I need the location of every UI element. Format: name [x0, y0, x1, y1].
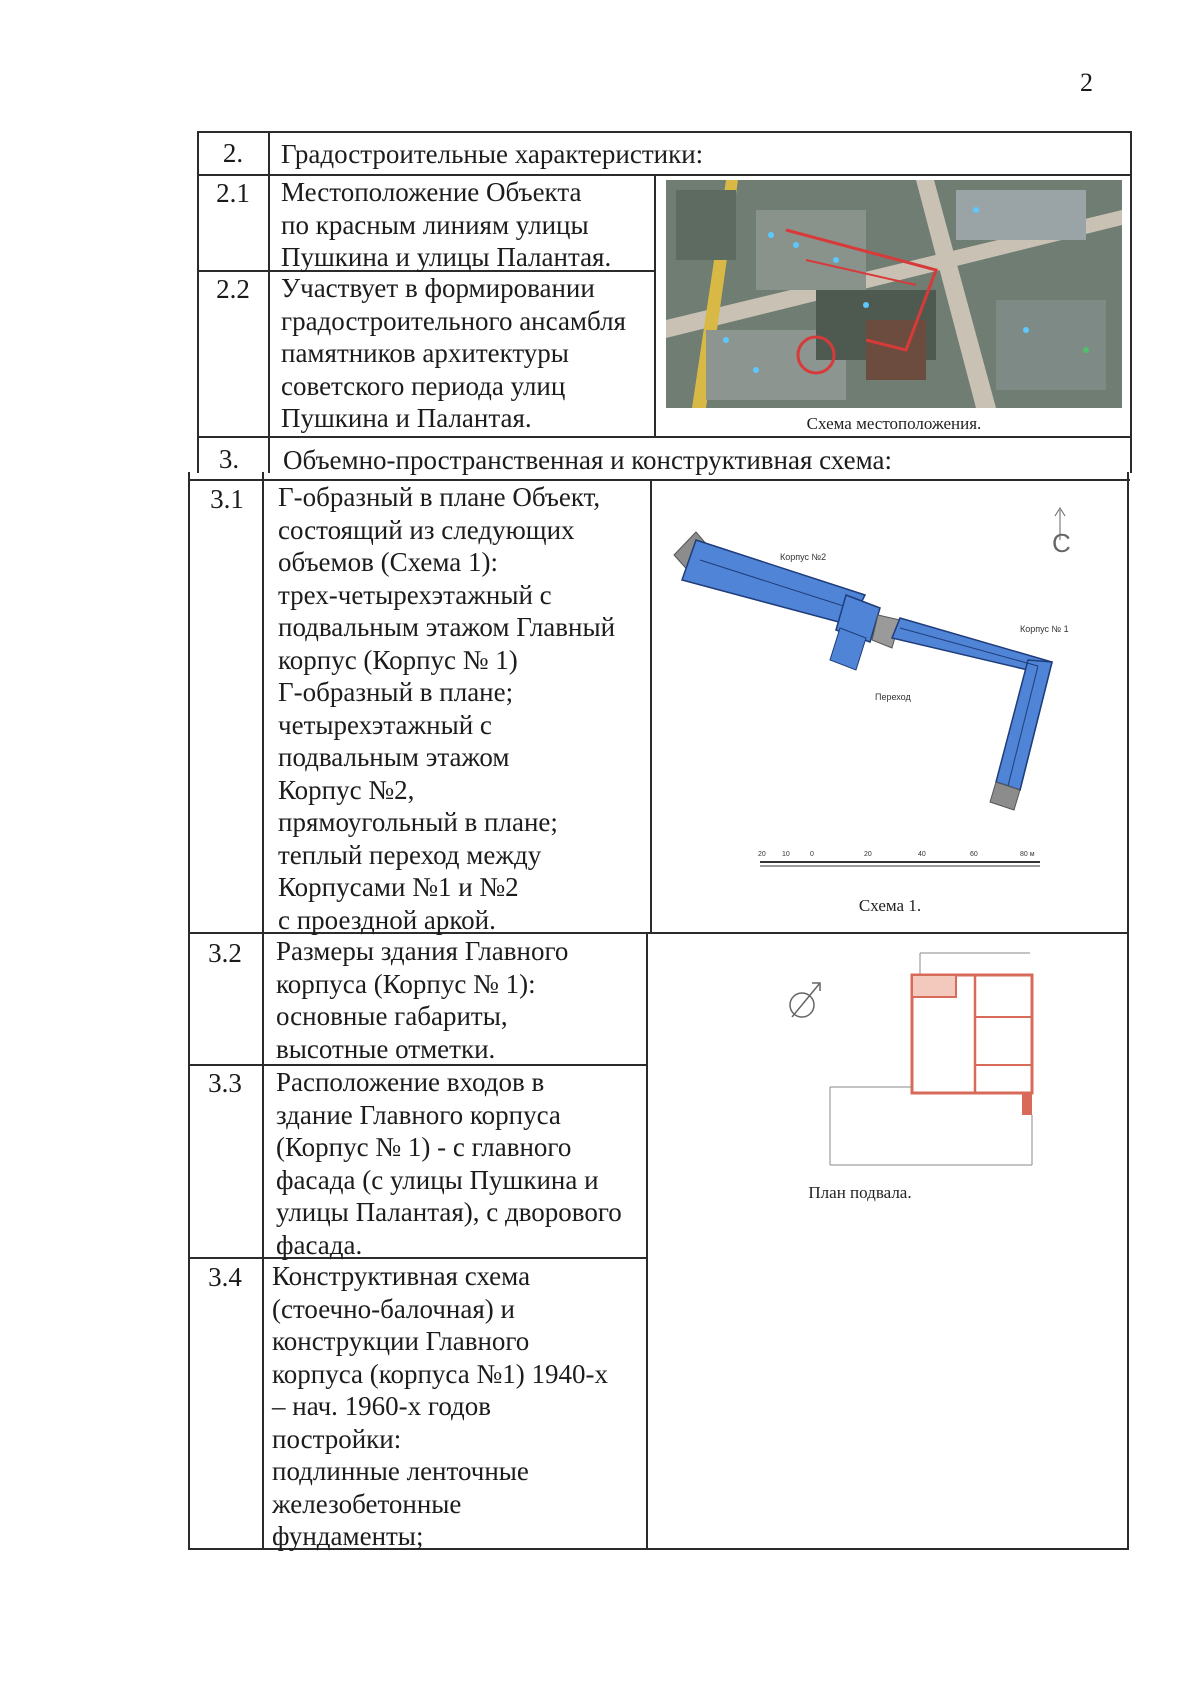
- scheme1-building-plan: [660, 500, 1120, 890]
- table-border-right: [1130, 131, 1132, 473]
- row-text-3: Объемно-пространственная и конструктивная схема:: [283, 445, 892, 475]
- scale-tick-3: 20: [864, 851, 872, 858]
- korpus-2-shape: [682, 540, 865, 625]
- num-col-divider-lower: [262, 472, 264, 1550]
- label-korpus-2: Корпус №2: [780, 552, 827, 562]
- row-num-2-1: 2.1: [216, 178, 250, 208]
- row-text-2-1: Местоположение Объекта по красным линиям улицы Пушкина и улицы Палантая.: [281, 177, 612, 272]
- row-num-3-1: 3.1: [210, 484, 244, 514]
- row-line-top: [197, 131, 1132, 133]
- scheme1-caption: Схема 1.: [858, 896, 922, 915]
- table-border-right-lower: [1127, 472, 1129, 1550]
- row-text-3-2: Размеры здания Главного корпуса (Корпус № 1): основные габариты, высотные отметки.: [276, 936, 569, 1064]
- row-text-3-1: Г-образный в плане Объект, состоящий из следующих объемов (Схема 1): трех-четырехэтажный с подвальным этажом Главный корпус (Корпус № 1) Г-образный в плане; четырехэтажный с подвальным этажом Корпус №2, прямоугольный в плане; теплый переход между Корпусами №1 и №2 с проездной аркой.: [278, 482, 616, 935]
- location-aerial-map: [666, 180, 1122, 408]
- page-number: 2: [1080, 68, 1093, 97]
- label-perehod: Переход: [875, 692, 911, 702]
- row-text-3-3: Расположение входов в здание Главного корпуса (Корпус № 1) - с главного фасада (с улицы Пушкина и улицы Палантая), с дворового фасада.: [276, 1067, 622, 1260]
- row-text-2-2: Участвует в формировании градостроительного ансамбля памятников архитектуры советского периода улиц Пушкина и Палантая.: [281, 273, 626, 433]
- basement-plan: [770, 945, 1060, 1185]
- row-num-3-2: 3.2: [208, 938, 242, 968]
- figure-col-divider-low: [646, 932, 648, 1550]
- scale-tick-6: 80 м: [1020, 851, 1035, 858]
- table-border-left: [197, 131, 199, 473]
- figure-col-divider-mid: [650, 479, 652, 932]
- table-border-left-lower: [188, 472, 190, 1550]
- row-text-2: Градостроительные характеристики:: [281, 139, 704, 169]
- scale-tick-2: 0: [810, 851, 814, 858]
- north-label: С: [1052, 528, 1071, 558]
- row-num-2-2: 2.2: [216, 274, 250, 304]
- scale-tick-5: 60: [970, 851, 978, 858]
- row-num-3-3: 3.3: [208, 1068, 242, 1098]
- location-map-caption: Схема местоположения.: [806, 414, 982, 433]
- scale-tick-4: 40: [918, 851, 926, 858]
- basement-plan-caption: План подвала.: [808, 1183, 912, 1202]
- row-num-3-4: 3.4: [208, 1262, 242, 1292]
- num-col-divider: [268, 131, 270, 473]
- scale-tick-1: 10: [782, 851, 790, 858]
- figure-col-divider-top: [654, 174, 656, 436]
- label-korpus-1: Корпус № 1: [1020, 624, 1069, 634]
- row-num-2: 2.: [222, 138, 244, 168]
- row-num-3: 3.: [218, 444, 240, 474]
- scale-tick-0: 20: [758, 851, 766, 858]
- row-line-2-2: [197, 436, 1132, 438]
- row-text-3-4: Конструктивная схема (стоечно-балочная) и конструкции Главного корпуса (корпуса №1) 1940-х – нач. 1960-х годов постройки: подлинные ленточные железобетонные фундаменты;: [272, 1261, 608, 1551]
